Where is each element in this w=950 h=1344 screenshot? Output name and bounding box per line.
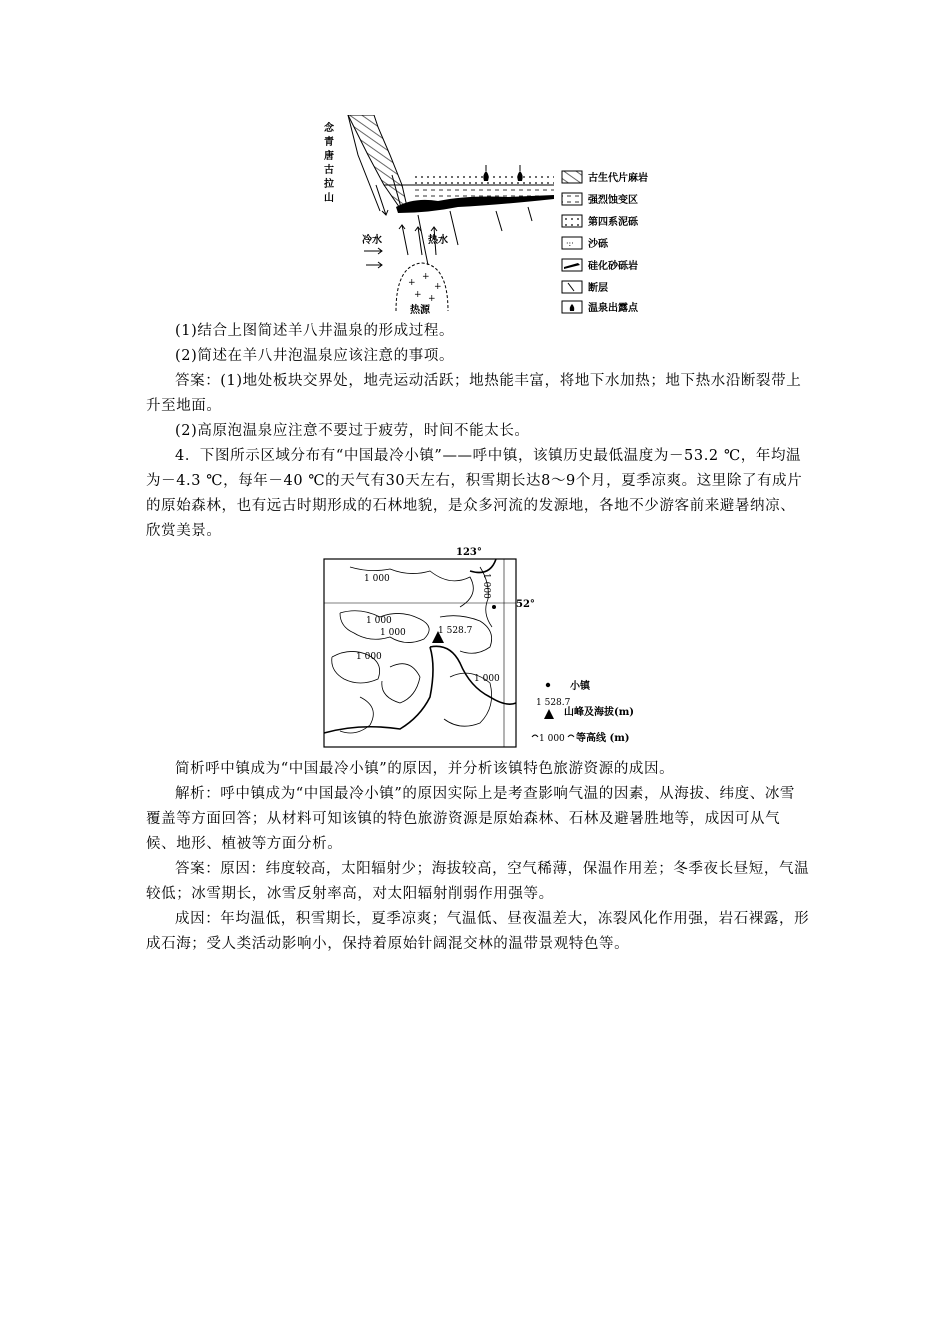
fault-line-icon (562, 281, 582, 293)
svg-text:+: + (434, 282, 442, 292)
svg-text:温泉出露点: 温泉出露点 (588, 303, 638, 314)
svg-text:+: + (428, 294, 436, 304)
svg-text:念: 念 (324, 123, 334, 134)
analysis-explanation: 解析：呼中镇成为“中国最冷小镇”的原因实际上是考查影响气温的因素，从海拔、纬度、冰雪覆盖等方面回答；从材料可知该镇的特色旅游资源是原始森林、石林及避暑胜地等，成因可从气候、地形、植被等方面分析。 (146, 786, 796, 852)
svg-text:古生代片麻岩: 古生代片麻岩 (588, 173, 648, 184)
figure2-legend (532, 679, 634, 744)
svg-text:强烈蚀变区: 强烈蚀变区 (588, 195, 638, 206)
svg-text:山: 山 (324, 193, 334, 204)
cold-water-label: 冷水 (362, 235, 382, 246)
svg-text:青: 青 (324, 137, 334, 148)
mountain-slope-gneiss (348, 115, 408, 211)
contour-label: 1 000 (474, 674, 500, 684)
answer-part-1: 答案：(1)地处板块交界处，地壳运动活跃；地热能丰富，将地下水加热；地下热水沿断裂带上升至地面。 (146, 373, 802, 414)
mountain-label (324, 121, 335, 204)
svg-text:拉: 拉 (324, 179, 334, 190)
svg-text:+: + (422, 272, 430, 282)
svg-text:1 000: 1 000 (539, 734, 565, 744)
svg-text:小镇: 小镇 (570, 681, 590, 692)
analysis-answer-reason: 答案：原因：纬度较高，太阳辐射少；海拔较高，空气稀薄，保温作用差；冬季夜长昼短，气温较低；冰雪期长，冰雪反射率高，对太阳辐射削弱作用强等。 (146, 861, 810, 902)
contour-label: 1 000 (366, 616, 392, 626)
svg-text:硅化砂砾岩: 硅化砂砾岩 (588, 261, 638, 272)
contour-label: 1 000 (380, 628, 406, 638)
svg-text:·:·: ·:· (566, 239, 574, 248)
peak-legend-icon (544, 709, 554, 719)
svg-text:断层: 断层 (588, 283, 608, 294)
latitude-label: 52° (516, 599, 535, 610)
analysis-answer-formation: 成因：年均温低，积雪期长，夏季凉爽；气温低、昼夜温差大，冻裂风化作用强，岩石裸露，形成石海；受人类活动影响小，保持着原始针阔混交林的温带景观特色等。 (146, 911, 810, 952)
hot-spring-cross-section-figure (318, 115, 678, 315)
svg-text:唐: 唐 (324, 151, 334, 162)
svg-text:沙砾: 沙砾 (588, 239, 608, 250)
town-marker (492, 605, 496, 609)
hot-water-label: 热水 (428, 235, 448, 246)
question-1: (1)结合上图简述羊八井温泉的形成过程。 (175, 323, 455, 339)
svg-text:山峰及海拔(m): 山峰及海拔(m) (564, 707, 635, 718)
answer-part-2: (2)高原泡温泉应注意不要过于疲劳，时间不能太长。 (175, 423, 530, 439)
peak-elevation: 1 528.7 (438, 626, 473, 636)
svg-text:+: + (414, 290, 422, 300)
quaternary-mud-gravel-pattern-icon (562, 215, 582, 227)
contour-label: 1 000 (481, 573, 491, 599)
contour-map-figure (320, 547, 650, 751)
figure1-legend (562, 171, 648, 314)
contour-legend-icon (532, 735, 538, 737)
svg-text:第四系泥砾: 第四系泥砾 (588, 217, 638, 228)
alteration-zone-pattern-icon (562, 193, 582, 205)
silicified-conglomerate-band (396, 195, 554, 213)
svg-text:等高线 (m): 等高线 (m) (576, 733, 630, 744)
analysis-task: 简析呼中镇成为“中国最冷小镇”的原因，并分析该镇特色旅游资源的成因。 (175, 761, 675, 777)
svg-text:1 528.7: 1 528.7 (536, 698, 571, 708)
heat-source-label: 热源 (410, 305, 430, 315)
question-2: (2)简述在羊八井泡温泉应该注意的事项。 (175, 348, 455, 364)
town-legend-icon (546, 683, 550, 687)
contour-label: 1 000 (356, 652, 382, 662)
svg-text:+: + (408, 278, 416, 288)
svg-text:古: 古 (324, 165, 334, 176)
longitude-label: 123° (456, 547, 482, 558)
contour-label: 1 000 (364, 574, 390, 584)
gneiss-pattern-icon (562, 171, 582, 183)
question-4-intro: 4．下图所示区域分布有“中国最冷小镇”——呼中镇，该镇历史最低温度为－53.2 ℃，年均温为－4.3 ℃，每年－40 ℃的天气有30天左右，积雪期长达8～9个月，夏季凉爽。这里除了有成片的原始森林，也有远古时期形成的石林地貌，是众多河流的发源地，各地不少游客前来避暑纳凉、欣赏美景。 (146, 448, 803, 539)
